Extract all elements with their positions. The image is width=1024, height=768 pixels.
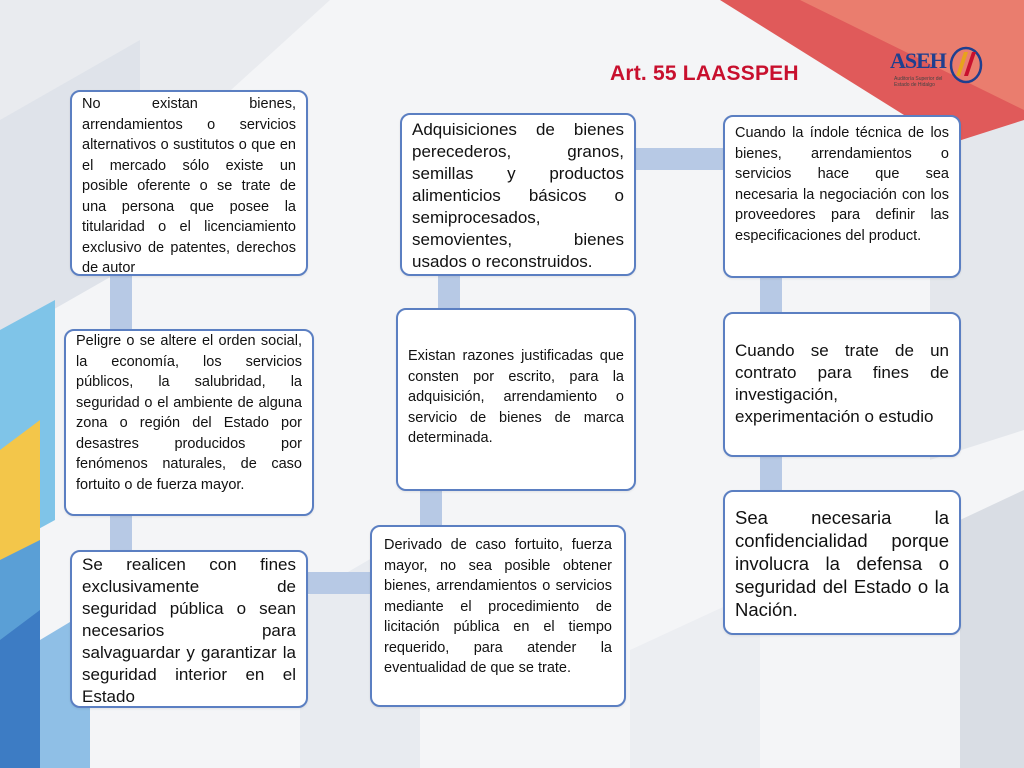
- connector-b1-b2: [110, 272, 132, 334]
- box-confidencialidad-text: Sea necesaria la confidencialidad porque involucra la defensa o seguridad del Estado o la Nación.: [735, 507, 949, 620]
- page-title: Art. 55 LAASSPEH: [610, 62, 799, 85]
- box-marca-determinada: [396, 308, 636, 491]
- connector-b8-b9: [760, 454, 782, 494]
- box-confidencialidad: [723, 490, 961, 635]
- connector-b7-b8: [760, 275, 782, 315]
- box-orden-social: [64, 329, 314, 516]
- box-seguridad-publica: [70, 550, 308, 708]
- box-investigacion: [723, 312, 961, 457]
- aseh-logo: [890, 46, 986, 98]
- box-sin-alternativos: [70, 90, 308, 276]
- box-indole-tecnica: [723, 115, 961, 278]
- box-marca-determinada-text: Existan razones justificadas que consten por escrito, para la adquisición, arrendamiento o servicio de bienes de marca determinada.: [408, 348, 624, 446]
- box-indole-tecnica-text: Cuando la índole técnica de los bienes, arrendamientos o servicios hace que sea necesaria la negociación con los proveedores para definir las especificaciones del product.: [735, 125, 949, 244]
- box-orden-social-text: Peligre o se altere el orden social, la economía, los servicios públicos, la salubridad, la seguridad o el ambiente de alguna zona o región del Estado por desastres producidos por fenómenos naturales, de caso fortuito o de fuerza mayor.: [76, 333, 302, 493]
- box-caso-fortuito-text: Derivado de caso fortuito, fuerza mayor, no sea posible obtener bienes, arrendamientos o servicios mediante el procedimiento de licitación pública en el tiempo requerido, para atender la eventualidad de que se trate.: [384, 537, 612, 676]
- connector-b5-b4: [438, 272, 460, 312]
- logo-subtitle: Auditoría Superior del Estado de Hidalgo: [894, 76, 943, 88]
- box-investigacion-text: Cuando se trate de un contrato para fines de investigación, experimentación o estudio: [735, 341, 949, 426]
- connector-b3-b6: [304, 572, 374, 594]
- box-bienes-perecederos: [400, 113, 636, 276]
- logo-brand: ASEH: [890, 48, 946, 73]
- box-seguridad-publica-text: Se realicen con fines exclusivamente de seguridad pública o sean necesarios para salvaguardar y garantizar la seguridad interior en el Estado: [82, 555, 296, 706]
- connector-b4-b7: [634, 148, 726, 170]
- logo-emblem-icon: [948, 46, 984, 84]
- box-sin-alternativos-text: No existan bienes, arrendamientos o servicios alternativos o sustitutos o que en el mercado sólo existe un posible oferente o se trate de una persona que posee la titularidad o el licenciamiento exclusivo de patentes, derechos de autor: [82, 96, 296, 276]
- connector-b6-b5: [420, 488, 442, 530]
- box-bienes-perecederos-text: Adquisiciones de bienes perecederos, granos, semillas y productos alimenticios básicos o semiprocesados, semovientes, bienes usados o reconstruidos.: [412, 120, 624, 271]
- box-caso-fortuito: [370, 525, 626, 707]
